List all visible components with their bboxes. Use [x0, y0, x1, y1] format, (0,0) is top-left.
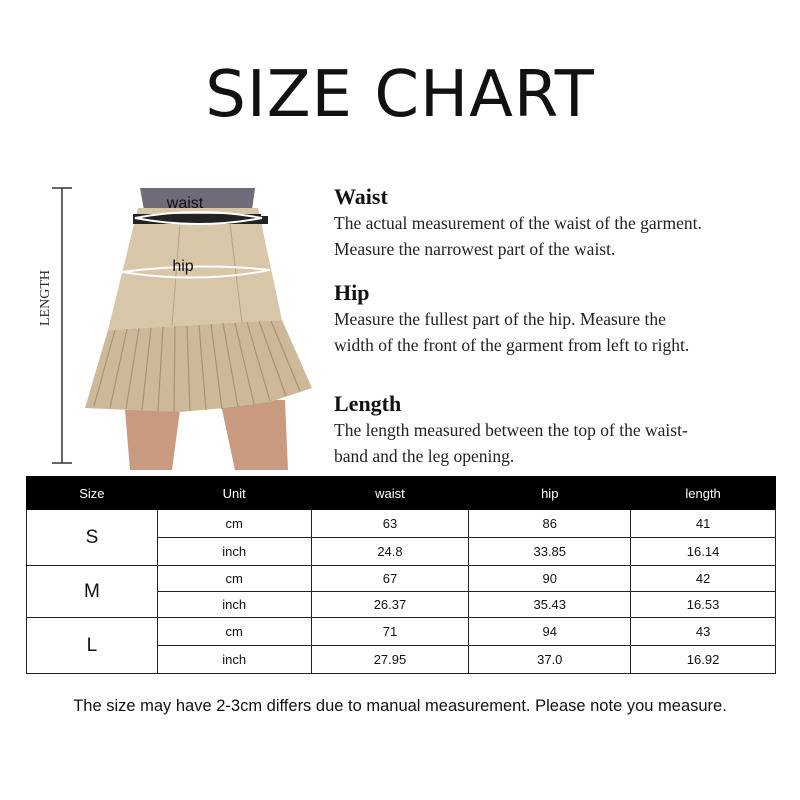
- page-title: SIZE CHART: [205, 58, 595, 132]
- table-row: [27, 566, 776, 592]
- size-cell: L: [27, 618, 158, 674]
- hip-cell: 94: [469, 618, 631, 646]
- header-waist: waist: [311, 477, 469, 510]
- length-cell: 16.14: [631, 538, 776, 566]
- definition-line: Measure the fullest part of the hip. Measure the: [334, 309, 666, 329]
- waist-label: waist: [166, 195, 204, 212]
- table-row: [27, 510, 776, 538]
- length-cell: 42: [631, 566, 776, 592]
- definition-line: width of the front of the garment from left to right.: [334, 335, 690, 355]
- skirt-illustration: [30, 180, 320, 470]
- table-row: [27, 618, 776, 646]
- definition-line: band and the leg opening.: [334, 446, 515, 466]
- definition-line: The actual measurement of the waist of the garment.: [334, 213, 702, 233]
- header-unit: Unit: [157, 477, 311, 510]
- waist-cell: 71: [311, 618, 469, 646]
- hip-cell: 33.85: [469, 538, 631, 566]
- unit-cell: cm: [157, 566, 311, 592]
- definition-title: Hip: [334, 280, 370, 305]
- length-cell: 43: [631, 618, 776, 646]
- size-table: [26, 476, 776, 674]
- definition-line: The length measured between the top of the waist-: [334, 420, 688, 440]
- hip-cell: 86: [469, 510, 631, 538]
- measurement-note: The size may have 2-3cm differs due to manual measurement. Please note you measure.: [73, 697, 727, 715]
- definition-line: Measure the narrowest part of the waist.: [334, 239, 616, 259]
- unit-cell: inch: [157, 646, 311, 674]
- definition-length: [334, 391, 784, 469]
- header-hip: hip: [469, 477, 631, 510]
- waist-cell: 63: [311, 510, 469, 538]
- length-cell: 16.92: [631, 646, 776, 674]
- length-cell: 16.53: [631, 592, 776, 618]
- size-cell: S: [27, 510, 158, 566]
- hip-label: hip: [172, 258, 194, 275]
- unit-cell: cm: [157, 510, 311, 538]
- waist-cell: 26.37: [311, 592, 469, 618]
- definition-hip: [334, 280, 784, 358]
- table-header-row: [27, 477, 776, 510]
- header-size: Size: [27, 477, 158, 510]
- waist-cell: 27.95: [311, 646, 469, 674]
- definition-waist: [334, 184, 784, 262]
- definition-title: Length: [334, 391, 402, 416]
- hip-cell: 37.0: [469, 646, 631, 674]
- hip-cell: 90: [469, 566, 631, 592]
- length-cell: 41: [631, 510, 776, 538]
- waist-cell: 67: [311, 566, 469, 592]
- header-length: length: [631, 477, 776, 510]
- length-label: LENGTH: [38, 270, 53, 326]
- hip-cell: 35.43: [469, 592, 631, 618]
- unit-cell: inch: [157, 592, 311, 618]
- unit-cell: inch: [157, 538, 311, 566]
- size-cell: M: [27, 566, 158, 618]
- unit-cell: cm: [157, 618, 311, 646]
- definition-title: Waist: [334, 184, 388, 209]
- waist-cell: 24.8: [311, 538, 469, 566]
